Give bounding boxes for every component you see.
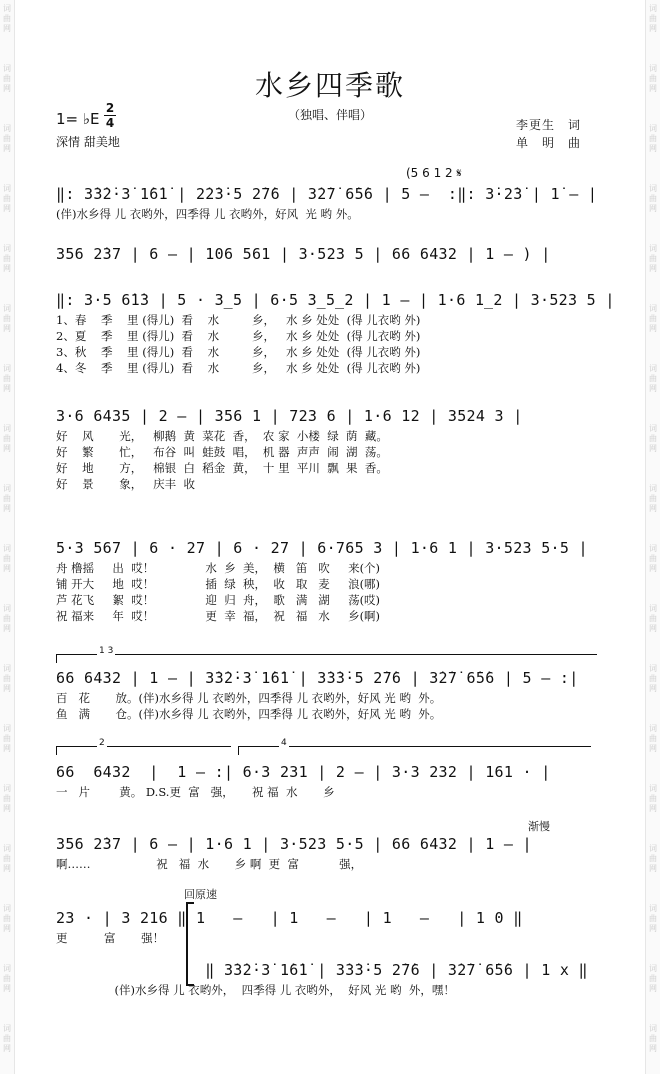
expression-mark: 深情 甜美地 (56, 135, 120, 149)
watermark-char: 曲 (649, 554, 657, 563)
watermark-char: 曲 (649, 374, 657, 383)
watermark-char: 曲 (3, 794, 11, 803)
lyric-line: 鱼 满 仓。(伴)水乡得 儿 衣哟外，四季得 儿 衣哟外，好风 光 哟 外。 (56, 707, 442, 721)
watermark-char: 网 (3, 84, 11, 93)
watermark-char: 词 (649, 604, 657, 613)
watermark-char: 网 (649, 264, 657, 273)
watermark-char: 网 (649, 204, 657, 213)
watermark-char: 网 (649, 444, 657, 453)
lyric-line: 百 花 放。(伴)水乡得 儿 衣哟外，四季得 儿 衣哟外，好风 光 哟 外。 (56, 691, 442, 705)
watermark-char: 网 (649, 624, 657, 633)
watermark-char: 网 (649, 984, 657, 993)
watermark-char: 词 (3, 304, 11, 313)
notation-line: 66 6432 | 1 – | 3̇3̇2̇·3̇ 1̇6̇1̇ | 3̇3̇3̇·5 2̇7̇6 | 3̇2̇7̇ 6̇5̇6 | 5 – :| (56, 669, 579, 687)
watermark-char: 词 (649, 124, 657, 133)
watermark-char: 曲 (3, 674, 11, 683)
watermark-char: 网 (649, 804, 657, 813)
watermark-char: 网 (649, 924, 657, 933)
watermark-char: 曲 (649, 914, 657, 923)
lyric-line: (伴)水乡得 儿 衣哟外，四季得 儿 衣哟外，好风 光 哟 外。 (56, 207, 359, 221)
lyric-line: 好 风 光， 柳鹅 黄 菜花 香， 农 家 小楼 绿 荫 藏。 (56, 429, 388, 443)
watermark-char: 网 (3, 144, 11, 153)
song-subtitle: （独唱、伴唱） (287, 108, 372, 122)
volta-label: 1 3 (99, 646, 114, 656)
watermark-char: 网 (3, 864, 11, 873)
watermark-char: 网 (3, 1044, 11, 1053)
notation-line: 3·6 6435 | 2 – | 356 1 | 723 6 | 1·6 12 | 3524 3 | (56, 407, 523, 425)
watermark-char: 曲 (649, 74, 657, 83)
lyric-line: (伴)水乡得 儿 衣哟外， 四季得 儿 衣哟外， 好风 光 哟 外，嘿！ (56, 983, 455, 997)
lyricist-credit: 李更生 词 (516, 118, 582, 132)
watermark-char: 网 (649, 744, 657, 753)
watermark-char: 词 (3, 544, 11, 553)
meter-top: 2 (105, 101, 115, 115)
watermark-char: 网 (3, 204, 11, 213)
watermark-char: 曲 (649, 134, 657, 143)
meter-bottom: 4 (105, 116, 115, 130)
score-row (56, 958, 600, 998)
watermark-char: 网 (3, 684, 11, 693)
lyric-line: 芦 花飞 絮 哎！ 迎 归 舟， 歌 满 湖 荡(哎) (56, 593, 381, 607)
watermark-char: 网 (3, 264, 11, 273)
watermark-char: 词 (3, 964, 11, 973)
watermark-char: 网 (649, 684, 657, 693)
watermark-char: 网 (3, 924, 11, 933)
watermark-char: 词 (649, 484, 657, 493)
watermark-right (645, 0, 660, 1074)
lyric-line: 更 富 强！ (56, 931, 165, 945)
watermark-char: 词 (649, 664, 657, 673)
lyric-line: 一 片 黄。 D.S.更 富 强， 祝 福 水 乡 (56, 785, 335, 799)
watermark-char: 网 (3, 984, 11, 993)
watermark-char: 曲 (3, 134, 11, 143)
watermark-char: 曲 (3, 734, 11, 743)
watermark-char: 词 (649, 304, 657, 313)
watermark-char: 网 (649, 84, 657, 93)
watermark-char: 曲 (3, 1034, 11, 1043)
score-row (56, 760, 600, 800)
watermark-char: 词 (3, 4, 11, 13)
watermark-char: 网 (3, 504, 11, 513)
watermark-char: 词 (649, 724, 657, 733)
lyric-line: 3、秋 季 里 (得儿) 看 水 乡， 水 乡 处处 (得 儿衣哟 外) (56, 345, 421, 359)
watermark-char: 曲 (3, 254, 11, 263)
watermark-char: 曲 (649, 854, 657, 863)
lyric-line: 祝 福来 年 哎！ 更 幸 福， 祝 福 水 乡(啊) (56, 609, 381, 623)
lyric-line: 4、冬 季 里 (得儿) 看 水 乡， 水 乡 处处 (得 儿衣哟 外) (56, 361, 421, 375)
watermark-char: 词 (649, 364, 657, 373)
watermark-char: 曲 (3, 374, 11, 383)
watermark-char: 词 (3, 424, 11, 433)
volta-bracket-2 (56, 738, 231, 755)
watermark-char: 词 (3, 184, 11, 193)
watermark-char: 词 (649, 1024, 657, 1033)
key-signature: 1= ♭E (56, 110, 100, 128)
watermark-char: 词 (649, 544, 657, 553)
watermark-char: 词 (3, 664, 11, 673)
watermark-char: 网 (649, 144, 657, 153)
watermark-char: 词 (3, 904, 11, 913)
notation-line: 356 2̇37 | 6 – | 106 561 | 3·523 5 | 66 6432 | 1 – ) | (56, 245, 551, 263)
watermark-char: 曲 (3, 554, 11, 563)
volta-label: 2 (99, 738, 105, 748)
watermark-char: 网 (649, 504, 657, 513)
score-row (56, 242, 600, 266)
intro-phrase: (5 6 1 2 𝄋 (406, 166, 462, 180)
song-title: 水乡四季歌 (254, 69, 405, 102)
watermark-char: 曲 (649, 14, 657, 23)
watermark-char: 曲 (3, 14, 11, 23)
watermark-char: 网 (649, 864, 657, 873)
watermark-char: 曲 (3, 614, 11, 623)
notation-line: ‖: 3̇3̇2̇·3̇ 1̇6̇1̇ | 2̇2̇3̇·5 2̇7̇6 | 3̇2̇7̇ 6̇5̇6 | 5 – :‖: 3̇·2̇3̇ | 1̇ – | (56, 185, 598, 203)
watermark-char: 词 (3, 244, 11, 253)
watermark-char: 词 (3, 844, 11, 853)
watermark-char: 网 (3, 444, 11, 453)
watermark-char: 曲 (3, 914, 11, 923)
watermark-char: 曲 (3, 74, 11, 83)
watermark-char: 曲 (649, 194, 657, 203)
watermark-char: 词 (3, 484, 11, 493)
notation-line: ‖ 3̇3̇2̇·3̇ 1̇6̇1̇ | 3̇3̇3̇·5 2̇7̇6 | 3̇2̇7̇ 6̇5̇6 | 1 x ‖ (56, 961, 588, 979)
watermark-char: 曲 (3, 854, 11, 863)
watermark-char: 网 (649, 24, 657, 33)
score-row (56, 832, 600, 872)
watermark-char: 曲 (3, 194, 11, 203)
watermark-char: 网 (3, 384, 11, 393)
lyric-line: 好 繁 忙， 布谷 叫 蛙鼓 唱， 机 器 声声 闹 湖 荡。 (56, 445, 388, 459)
score-row (56, 536, 600, 624)
notation-line: 66 6432 | 1 – :| 6·3 231 | 2 – | 3·3 232 | 161 · | (56, 763, 551, 781)
notation-line: 5·3 567 | 6 · 27 | 6 · 27 | 6·765 3 | 1·6 1 | 3·523 5·5 | (56, 539, 588, 557)
score-row (56, 666, 600, 722)
watermark-char: 词 (3, 364, 11, 373)
lyric-line: 好 景 象， 庆丰 收 (56, 477, 195, 491)
watermark-char: 曲 (3, 974, 11, 983)
watermark-char: 网 (3, 24, 11, 33)
lyric-line: 好 地 方， 棉银 白 稻金 黄， 十 里 平川 飘 果 香。 (56, 461, 388, 475)
lyric-line: 啊…… 祝 福 水 乡 啊 更 富 强， (56, 857, 363, 871)
notation-line: 23 · | 3 216 ‖ 1 – | 1 – | 1 – | 1 0 ‖ (56, 909, 523, 927)
watermark-char: 曲 (649, 254, 657, 263)
watermark-char: 网 (649, 324, 657, 333)
watermark-char: 词 (3, 64, 11, 73)
composer-credit: 单 明 曲 (516, 136, 582, 150)
score-row (56, 404, 600, 492)
watermark-char: 网 (649, 384, 657, 393)
watermark-char: 曲 (649, 974, 657, 983)
watermark-char: 曲 (649, 674, 657, 683)
watermark-char: 词 (649, 964, 657, 973)
watermark-char: 曲 (649, 614, 657, 623)
watermark-char: 曲 (649, 794, 657, 803)
volta-bracket-13 (56, 646, 597, 663)
watermark-char: 曲 (3, 494, 11, 503)
lyric-line: 铺 开大 地 哎！ 插 绿 秧， 收 取 麦 浪(哪) (56, 577, 381, 591)
watermark-char: 网 (3, 564, 11, 573)
watermark-char: 网 (3, 744, 11, 753)
watermark-char: 词 (3, 1024, 11, 1033)
volta-label: 4 (281, 738, 287, 748)
watermark-char: 词 (3, 604, 11, 613)
watermark-char: 曲 (3, 434, 11, 443)
watermark-char: 网 (3, 804, 11, 813)
watermark-char: 曲 (649, 494, 657, 503)
watermark-char: 网 (3, 324, 11, 333)
watermark-char: 词 (649, 424, 657, 433)
watermark-char: 词 (649, 784, 657, 793)
watermark-char: 网 (3, 624, 11, 633)
notation-line: 356 2̇37 | 6 – | 1·6 1 | 3·523 5·5 | 66 6432 | 1 – | (56, 835, 532, 853)
watermark-char: 词 (3, 124, 11, 133)
time-signature (104, 102, 116, 129)
lyric-line: 舟 橹摇 出 哎！ 水 乡 美， 横 笛 吹 来(个) (56, 561, 381, 575)
watermark-char: 词 (649, 244, 657, 253)
watermark-char: 曲 (649, 434, 657, 443)
score-row (56, 288, 615, 376)
watermark-char: 词 (649, 904, 657, 913)
watermark-char: 曲 (649, 734, 657, 743)
score-row (56, 182, 600, 222)
lyric-line: 1、春 季 里 (得儿) 看 水 乡， 水 乡 处处 (得 儿衣哟 外) (56, 313, 421, 327)
watermark-char: 网 (649, 1044, 657, 1053)
score-row (56, 906, 600, 946)
watermark-char: 词 (649, 844, 657, 853)
watermark-char: 词 (649, 64, 657, 73)
tempo-slower-mark: 渐慢 (528, 820, 550, 833)
tempo-primo-mark: 回原速 (184, 888, 217, 901)
watermark-char: 曲 (649, 1034, 657, 1043)
watermark-char: 词 (3, 724, 11, 733)
watermark-char: 曲 (649, 314, 657, 323)
lyric-line: 2、夏 季 里 (得儿) 看 水 乡， 水 乡 处处 (得 儿衣哟 外) (56, 329, 421, 343)
watermark-char: 词 (3, 784, 11, 793)
watermark-char: 网 (649, 564, 657, 573)
volta-bracket-4 (238, 738, 591, 755)
notation-line: ‖: 3·5 6̇1̇3 | 5 · 3̲5 | 6·5 3̲5̲2 | 1 – | 1·6 1̲2 | 3·523 5 | (56, 291, 615, 309)
watermark-left (0, 0, 15, 1074)
watermark-char: 曲 (3, 314, 11, 323)
watermark-char: 词 (649, 4, 657, 13)
watermark-char: 词 (649, 184, 657, 193)
